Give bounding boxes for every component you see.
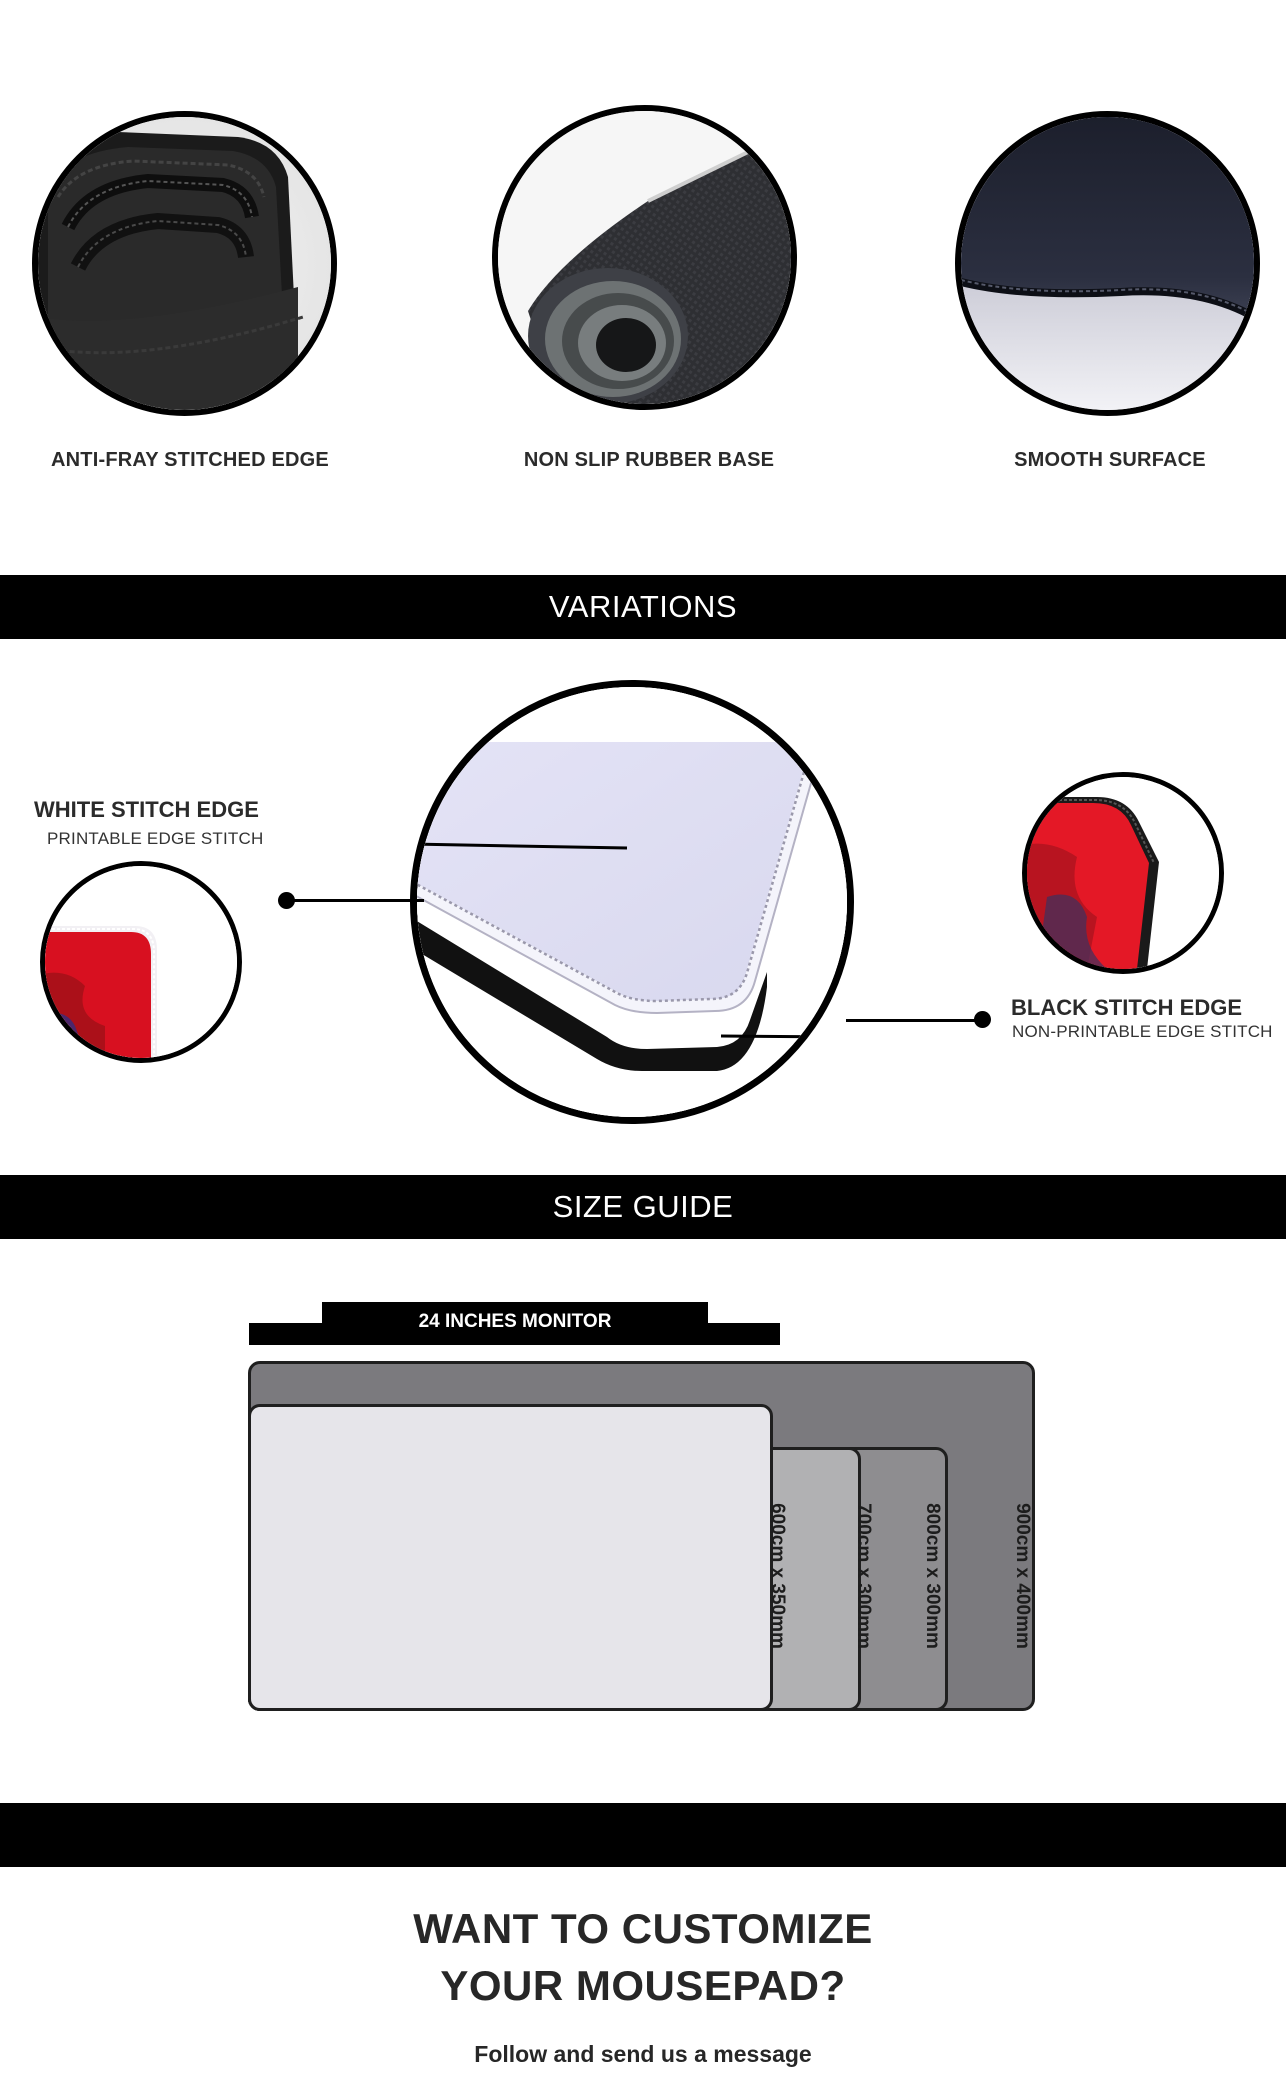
feature-label-stitched-edge: ANTI-FRAY STITCHED EDGE bbox=[51, 449, 329, 471]
pad-600x350 bbox=[248, 1404, 773, 1711]
size-label-700x300: 700cm x 300mm bbox=[853, 1503, 874, 1649]
cta-banner bbox=[0, 1803, 1286, 1867]
monitor-label: 24 INCHES MONITOR bbox=[418, 1311, 612, 1332]
white-stitch-subtitle: PRINTABLE EDGE STITCH bbox=[47, 829, 264, 848]
cta-title-line2: YOUR MOUSEPAD? bbox=[440, 1962, 846, 2009]
stitch-closeup-image bbox=[410, 680, 854, 1124]
cta-title-line1: WANT TO CUSTOMIZE bbox=[413, 1905, 873, 1952]
variations-banner: VARIATIONS bbox=[0, 575, 1286, 639]
stitched-edge-image bbox=[32, 111, 337, 416]
size-label-600x350: 600cm x 350mm bbox=[767, 1503, 788, 1649]
smooth-surface-image bbox=[955, 111, 1260, 416]
white-stitch-pointer-line bbox=[286, 899, 424, 902]
black-stitch-subtitle: NON-PRINTABLE EDGE STITCH bbox=[1012, 1022, 1273, 1041]
rubber-base-image bbox=[492, 105, 797, 410]
size-label-900x400: 900cm x 400mm bbox=[1012, 1503, 1033, 1649]
feature-label-smooth-surface: SMOOTH SURFACE bbox=[1014, 449, 1206, 471]
size-label-800x300: 800cm x 300mm bbox=[922, 1503, 943, 1649]
black-stitch-title: BLACK STITCH EDGE bbox=[1011, 995, 1242, 1020]
white-stitch-title: WHITE STITCH EDGE bbox=[34, 797, 259, 822]
cta-subtitle: Follow and send us a message bbox=[474, 2041, 812, 2067]
black-stitch-pointer-line bbox=[846, 1019, 978, 1022]
black-stitch-sample-image bbox=[1022, 772, 1224, 974]
white-stitch-sample-image bbox=[40, 861, 242, 1063]
size-guide-banner: SIZE GUIDE bbox=[0, 1175, 1286, 1239]
feature-label-rubber-base: NON SLIP RUBBER BASE bbox=[523, 449, 775, 471]
